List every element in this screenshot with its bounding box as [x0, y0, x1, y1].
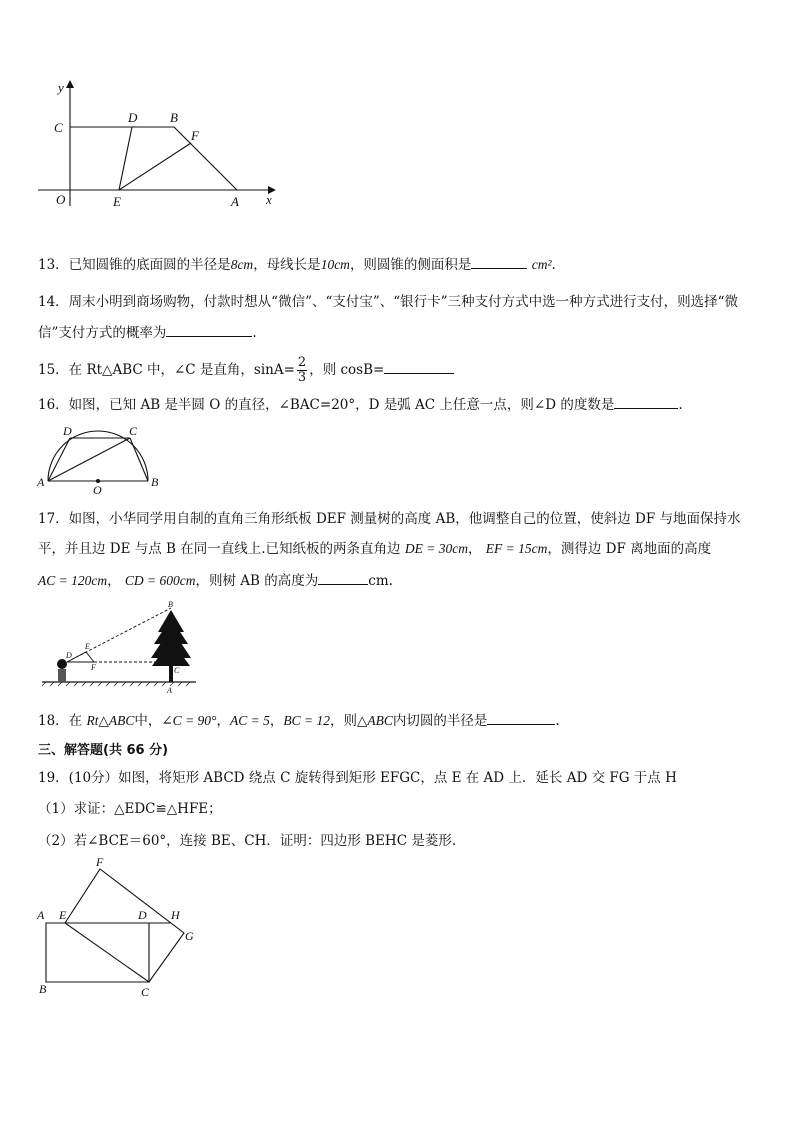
rectangle-ABCD — [46, 923, 149, 982]
question-19-part2: （2）若∠BCE＝60°，连接 BE、CH．证明：四边形 BEHC 是菱形. — [38, 833, 457, 849]
chord-CB — [130, 438, 148, 481]
chord-AD — [48, 438, 70, 481]
figure-q17-tree — [40, 600, 200, 696]
label-G: G — [185, 929, 194, 943]
label-E: E — [59, 908, 67, 922]
answer-blank[interactable] — [318, 570, 368, 585]
question-19: 19．(10分）如图，将矩形 ABCD 绕点 C 旋转得到矩形 EFGC，点 E 在 AD 上．延长 AD 交 FG 于点 H — [38, 770, 677, 786]
label-F: F — [96, 856, 104, 869]
label-C: C — [141, 985, 150, 999]
label-C: C — [129, 424, 138, 438]
question-13: 13．已知圆锥的底面圆的半径是8cm，母线长是10cm，则圆锥的侧面积是 cm². — [38, 254, 556, 275]
question-17-line3: AC = 120cm， CD = 600cm，则树 AB 的高度为 cm. — [38, 570, 393, 591]
section-heading: 三、解答题(共 66 分) — [38, 743, 169, 758]
answer-blank[interactable] — [471, 254, 527, 269]
label-A: A — [231, 194, 239, 209]
question-14-line2: 信”支付方式的概率为 . — [38, 322, 257, 343]
label-B: B — [39, 982, 47, 996]
figure-q12-coordinate — [36, 80, 286, 210]
question-17-line2: 平，并且边 DE 与点 B 在同一直线上.已知纸板的两条直角边 DE = 30cm， EF = 15cm，测得边 DF 离地面的高度 — [38, 541, 712, 557]
question-16: 16．如图，已知 AB 是半圆 O 的直径，∠BAC=20°，D 是弧 AC 上任意一点，则∠D 的度数是 . — [38, 394, 683, 415]
figure-q19-rectangles — [34, 856, 204, 1002]
question-19-part1: （1）求证：△EDC≌△HFE； — [38, 801, 222, 817]
label-A: A — [37, 908, 45, 922]
label-F: F — [191, 128, 199, 143]
person-icon — [57, 659, 67, 682]
label-O: O — [56, 192, 66, 207]
tree-icon — [151, 610, 191, 682]
label-E: E — [113, 194, 121, 209]
label-A: A — [37, 475, 45, 489]
question-14: 14．周末小明到商场购物，付款时想从“微信”、“支付宝”、“银行卡”三种支付方式中选一种方式进行支付，则选择“微 — [38, 294, 738, 310]
y-axis-arrow — [66, 80, 74, 88]
label-O: O — [93, 483, 102, 496]
shape-lines — [70, 127, 237, 190]
label-F: F — [91, 663, 96, 672]
question-15: 15．在 Rt△ABC 中，∠C 是直角，sinA= $\frac{2}{3}$ ，则 cosB= — [38, 352, 454, 388]
label-B: B — [168, 600, 173, 609]
fraction-two-thirds: $\frac{2}{3}$ — [297, 355, 307, 385]
label-D: D — [138, 908, 147, 922]
label-D: D — [128, 110, 138, 125]
answer-blank[interactable] — [166, 322, 252, 337]
label-A: A — [167, 686, 172, 695]
label-x: x — [266, 192, 272, 207]
label-D: D — [66, 651, 72, 660]
answer-blank[interactable] — [487, 710, 555, 725]
label-y: y — [58, 80, 64, 95]
label-E: E — [85, 642, 90, 651]
rectangle-EFGC — [65, 869, 184, 982]
label-C: C — [54, 120, 63, 135]
label-D: D — [63, 424, 72, 438]
label-H: H — [171, 908, 180, 922]
question-18: 18．在 Rt△ABC中，∠C = 90°，AC = 5，BC = 12，则△ABC内切圆的半径是 . — [38, 710, 560, 731]
question-17: 17．如图，小华同学用自制的直角三角形纸板 DEF 测量树的高度 AB，他调整自己的位置，使斜边 DF 与地面保持水 — [38, 511, 741, 527]
label-B: B — [170, 110, 178, 125]
figure-q16-semicircle — [34, 422, 170, 496]
label-C: C — [174, 666, 180, 675]
chord-AC — [48, 438, 130, 481]
label-B: B — [151, 475, 159, 489]
answer-blank[interactable] — [614, 394, 678, 409]
answer-blank[interactable] — [384, 359, 454, 374]
